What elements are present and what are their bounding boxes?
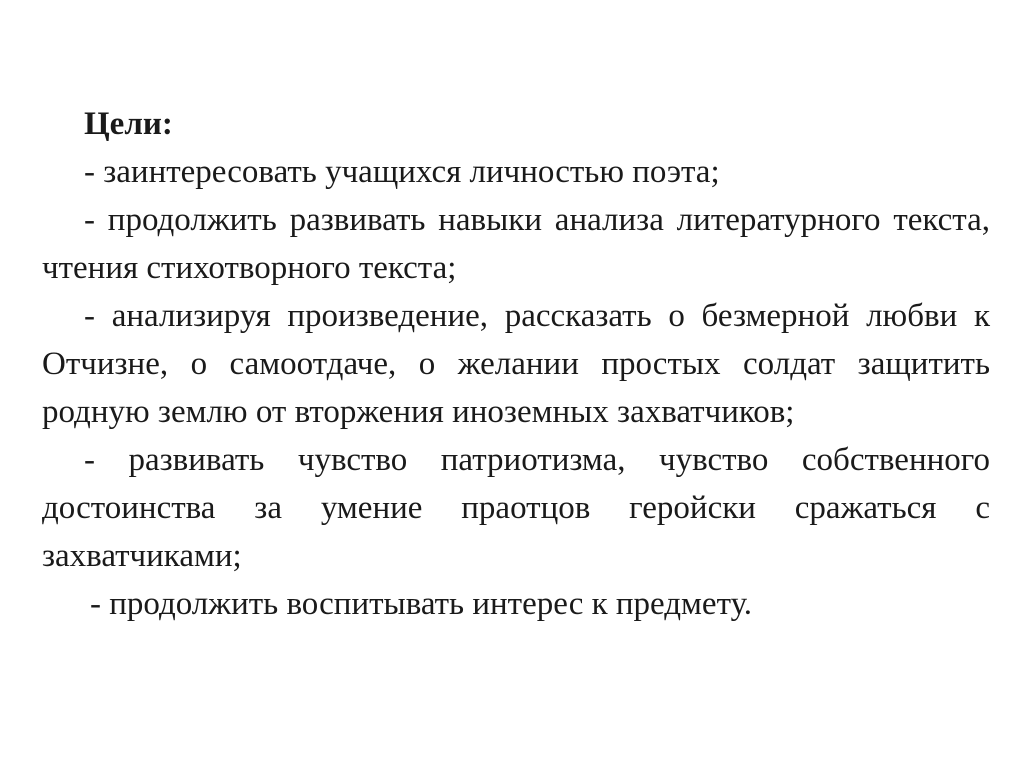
goal-item-1: - заинтересовать учащихся личностью поэта; [84, 154, 720, 190]
goals-heading: Цели: [84, 106, 173, 142]
goal-item-5: - продолжить воспитывать интерес к предмету. [90, 586, 753, 622]
goals-content [42, 100, 990, 628]
goal-item-2: - продолжить развивать навыки анализа литературного текста, чтения стихотворного текста; [42, 202, 990, 286]
goal-item-4: - развивать чувство патриотизма, чувство собственного достоинства за умение праотцов геройски сражаться с захватчиками; [42, 442, 990, 574]
goal-item-3: - анализируя произведение, рассказать о безмерной любви к Отчизне, о самоотдаче, о желании простых солдат защитить родную землю от вторжения иноземных захватчиков; [42, 298, 990, 430]
